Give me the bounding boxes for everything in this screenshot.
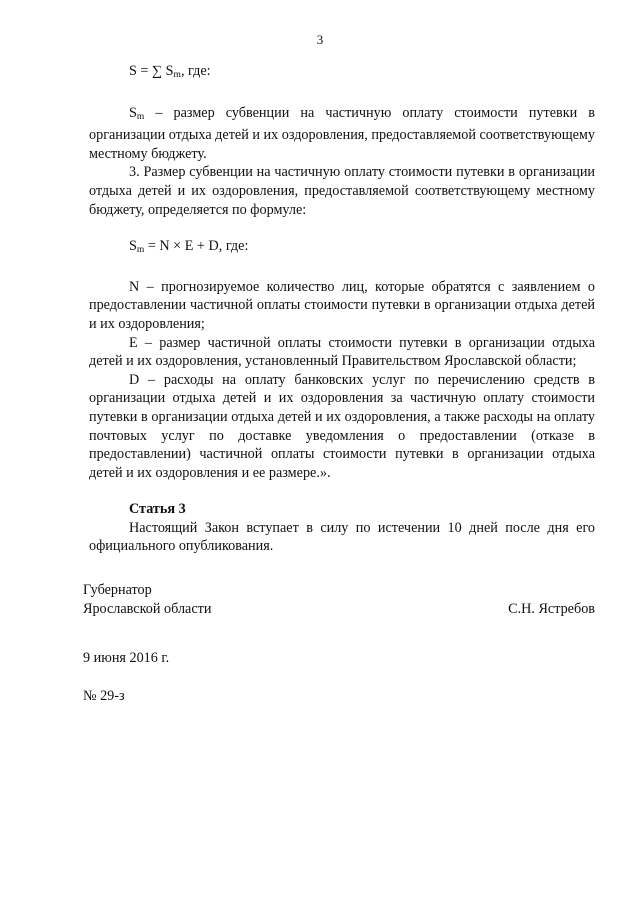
formula-municipal-subvention <box>89 237 595 260</box>
definition-d: D – расходы на оплату банковских услуг по перечислению средств в организации отдыха детей и их оздоровления за частичную оплату стоимости путевки в организации отдыха детей и их оздоровления, а также расходы на оплату почтовых услуг по доставке уведомления о предоставлении (отказе в предоставлении) частичной оплаты стоимости путевки в организации отдыха детей и их оздоровления и ее размере.». <box>89 371 595 481</box>
definition-subscript: m <box>136 111 145 122</box>
formula-subscript: m <box>136 245 145 256</box>
document-body <box>89 62 595 556</box>
formula-rest: , где: <box>180 63 211 79</box>
signatory-position-line1: Губернатор <box>83 582 152 598</box>
law-number: № 29-з <box>83 688 125 704</box>
signing-date: 9 июня 2016 г. <box>83 650 170 666</box>
formula-rest: = N × E + D, где: <box>144 238 249 255</box>
formula-total-subvention <box>89 62 595 85</box>
definition-e: E – размер частичной оплаты стоимости путевки в организации отдыха детей и их оздоровления, установленный Правительством Ярославской области; <box>89 334 595 370</box>
article-3-text: Настоящий Закон вступает в силу по истечении 10 дней после дня его официального опубликования. <box>89 519 595 555</box>
signature-block <box>83 581 595 619</box>
page-number: 3 <box>316 32 324 47</box>
definition-n: N – прогнозируемое количество лиц, которые обратятся с заявлением о предоставлении частичной оплаты стоимости путевки в организации отдыха детей и их оздоровления; <box>89 278 595 332</box>
definition-sm <box>89 104 595 164</box>
formula-subscript: m <box>173 70 181 80</box>
signatory-position-line2: Ярославской области <box>83 601 212 617</box>
definition-text: – размер субвенции на частичную оплату стоимости путевки в организации отдыха детей и их оздоровления, предоставляемой соответствующему местному бюджету. <box>89 104 595 162</box>
formula-lhs: S = ∑ S <box>129 63 174 79</box>
signature-row <box>83 600 595 619</box>
formula-symbol: S <box>129 238 137 255</box>
article-3-title: Статья 3 <box>129 501 186 518</box>
signatory-name: С.Н. Ястребов <box>508 601 595 617</box>
definition-symbol: S <box>129 104 137 121</box>
paragraph-3: 3. Размер субвенции на частичную оплату стоимости путевки в организации отдыха детей и их оздоровления, предоставляемой соответствующему местному бюджету, определяется по формуле: <box>89 164 595 218</box>
